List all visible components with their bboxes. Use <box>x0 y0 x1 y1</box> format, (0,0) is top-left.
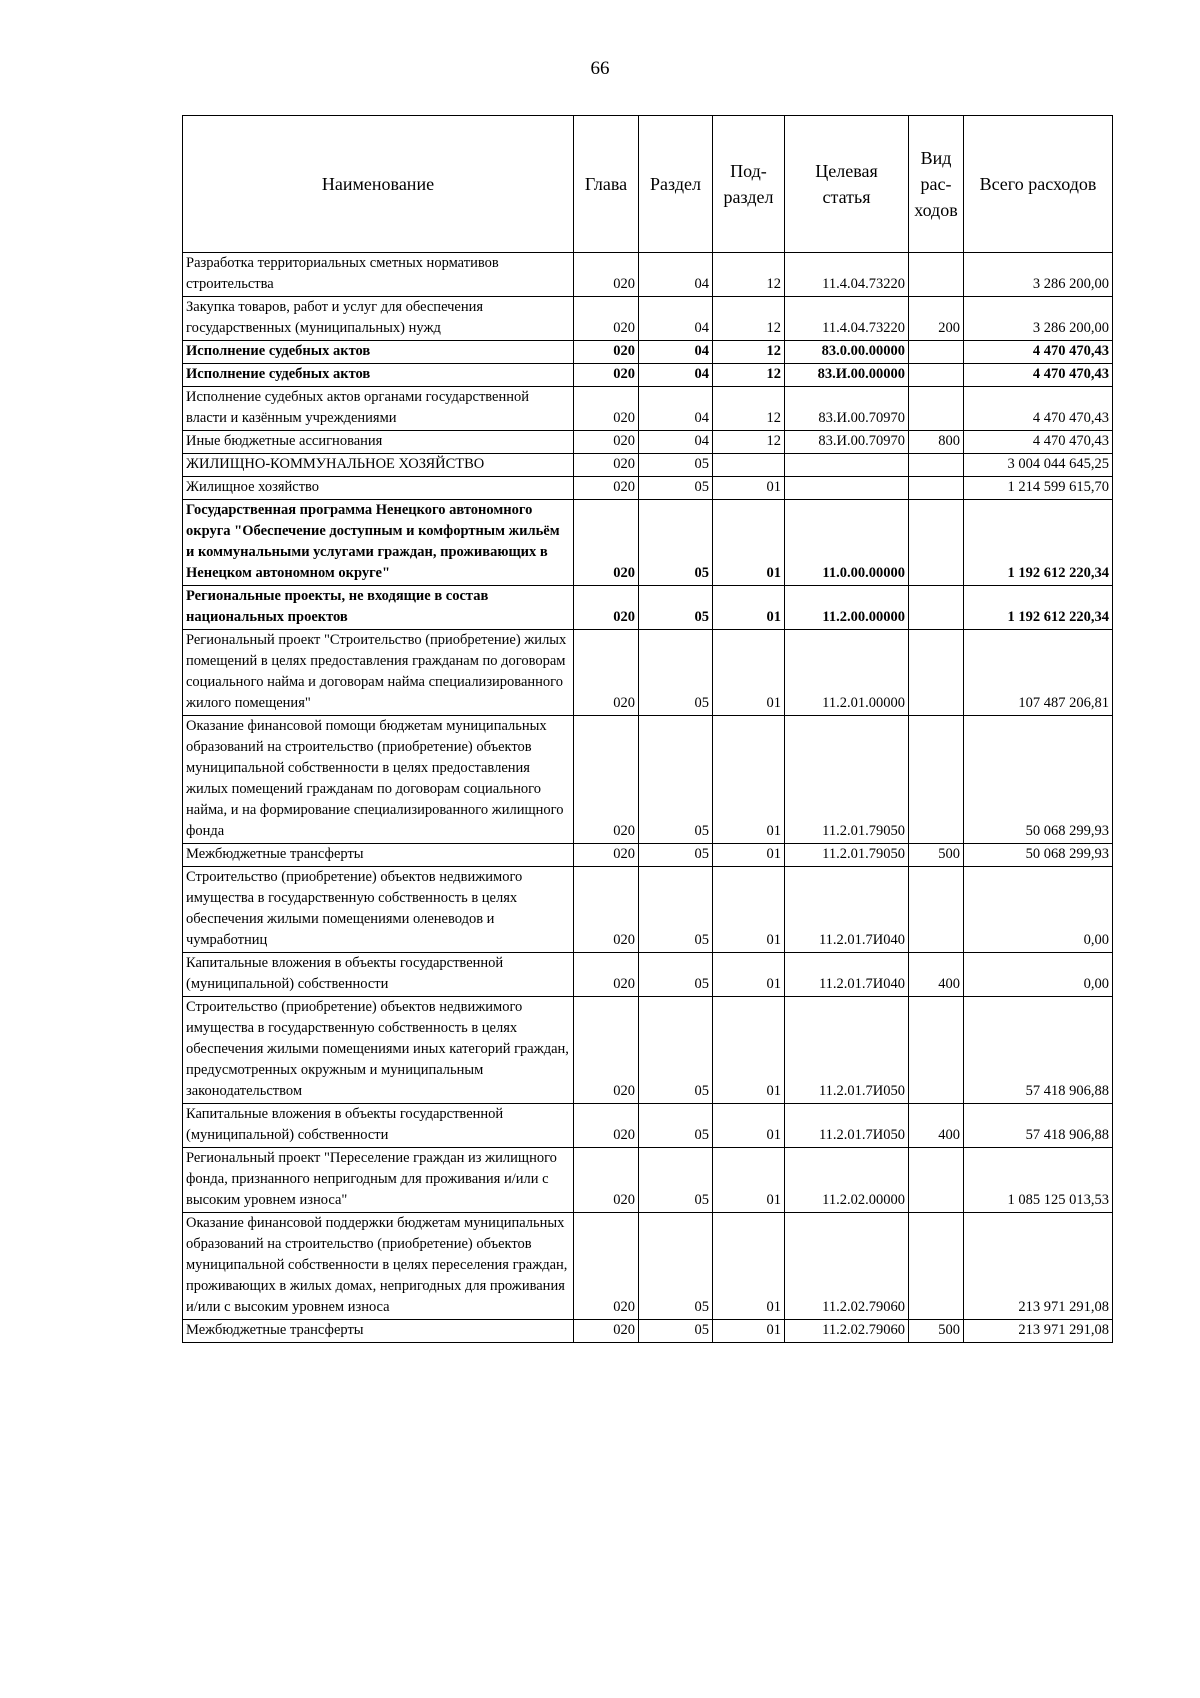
cell-vid <box>909 1148 964 1213</box>
cell-razdel: 05 <box>639 1104 713 1148</box>
cell-podrazdel: 01 <box>713 500 785 586</box>
cell-vid <box>909 454 964 477</box>
cell-podrazdel: 01 <box>713 867 785 953</box>
cell-celevaya: 11.2.01.79050 <box>785 844 909 867</box>
cell-total: 0,00 <box>964 953 1113 997</box>
cell-name: Исполнение судебных актов <box>183 364 574 387</box>
cell-glava: 020 <box>574 716 639 844</box>
cell-celevaya <box>785 454 909 477</box>
cell-podrazdel: 01 <box>713 844 785 867</box>
cell-vid: 500 <box>909 844 964 867</box>
table-row <box>183 630 1113 716</box>
cell-razdel: 04 <box>639 253 713 297</box>
cell-podrazdel: 01 <box>713 630 785 716</box>
table-row <box>183 364 1113 387</box>
cell-glava: 020 <box>574 867 639 953</box>
cell-total: 0,00 <box>964 867 1113 953</box>
cell-glava: 020 <box>574 297 639 341</box>
cell-glava: 020 <box>574 1148 639 1213</box>
table-body <box>183 253 1113 1343</box>
cell-vid <box>909 500 964 586</box>
cell-name: Жилищное хозяйство <box>183 477 574 500</box>
col-header-vid: Вид рас- ходов <box>909 116 964 253</box>
cell-name: Межбюджетные трансферты <box>183 1320 574 1343</box>
cell-podrazdel: 01 <box>713 1148 785 1213</box>
cell-glava: 020 <box>574 844 639 867</box>
table-row <box>183 500 1113 586</box>
cell-glava: 020 <box>574 477 639 500</box>
cell-podrazdel: 01 <box>713 477 785 500</box>
cell-vid <box>909 716 964 844</box>
cell-total: 50 068 299,93 <box>964 844 1113 867</box>
cell-celevaya: 11.2.02.79060 <box>785 1213 909 1320</box>
cell-total: 213 971 291,08 <box>964 1213 1113 1320</box>
cell-podrazdel: 01 <box>713 1320 785 1343</box>
cell-total: 3 286 200,00 <box>964 297 1113 341</box>
cell-razdel: 05 <box>639 586 713 630</box>
table-row <box>183 253 1113 297</box>
cell-total: 4 470 470,43 <box>964 431 1113 454</box>
cell-total: 50 068 299,93 <box>964 716 1113 844</box>
cell-razdel: 04 <box>639 297 713 341</box>
cell-name: ЖИЛИЩНО-КОММУНАЛЬНОЕ ХОЗЯЙСТВО <box>183 454 574 477</box>
cell-celevaya: 83.И.00.00000 <box>785 364 909 387</box>
cell-celevaya: 11.2.01.7И040 <box>785 867 909 953</box>
table-row <box>183 341 1113 364</box>
table-row <box>183 586 1113 630</box>
cell-razdel: 05 <box>639 997 713 1104</box>
cell-razdel: 05 <box>639 844 713 867</box>
cell-razdel: 04 <box>639 364 713 387</box>
cell-celevaya: 11.2.01.79050 <box>785 716 909 844</box>
cell-razdel: 05 <box>639 454 713 477</box>
cell-razdel: 04 <box>639 387 713 431</box>
page-number: 66 <box>590 58 610 79</box>
table-row <box>183 1320 1113 1343</box>
table-row <box>183 454 1113 477</box>
cell-glava: 020 <box>574 586 639 630</box>
cell-podrazdel: 12 <box>713 387 785 431</box>
cell-razdel: 04 <box>639 341 713 364</box>
cell-vid <box>909 867 964 953</box>
table-row <box>183 844 1113 867</box>
cell-podrazdel: 12 <box>713 297 785 341</box>
cell-vid: 500 <box>909 1320 964 1343</box>
cell-razdel: 05 <box>639 630 713 716</box>
cell-podrazdel: 01 <box>713 1104 785 1148</box>
cell-razdel: 04 <box>639 431 713 454</box>
cell-podrazdel: 12 <box>713 431 785 454</box>
cell-total: 1 192 612 220,34 <box>964 586 1113 630</box>
table-row <box>183 387 1113 431</box>
col-header-podrazdel: Под- раздел <box>713 116 785 253</box>
cell-name: Исполнение судебных актов органами государственной власти и казённым учреждениями <box>183 387 574 431</box>
header-row <box>183 116 1113 253</box>
cell-vid <box>909 630 964 716</box>
cell-name: Капитальные вложения в объекты государственной (муниципальной) собственности <box>183 1104 574 1148</box>
cell-razdel: 05 <box>639 477 713 500</box>
cell-celevaya: 11.2.01.00000 <box>785 630 909 716</box>
cell-name: Разработка территориальных сметных нормативов строительства <box>183 253 574 297</box>
cell-glava: 020 <box>574 953 639 997</box>
cell-podrazdel: 12 <box>713 364 785 387</box>
cell-vid <box>909 477 964 500</box>
col-header-celevaya: Целевая статья <box>785 116 909 253</box>
table-row <box>183 1104 1113 1148</box>
cell-glava: 020 <box>574 253 639 297</box>
page-bottom <box>0 1560 1200 1561</box>
cell-celevaya: 83.0.00.00000 <box>785 341 909 364</box>
table-row <box>183 431 1113 454</box>
cell-celevaya: 11.2.00.00000 <box>785 586 909 630</box>
cell-name: Строительство (приобретение) объектов недвижимого имущества в государственную собственность в целях обеспечения жилыми помещениями иных категорий граждан, предусмотренных окружным и муниципальным законодательством <box>183 997 574 1104</box>
cell-celevaya: 11.0.00.00000 <box>785 500 909 586</box>
cell-razdel: 05 <box>639 1320 713 1343</box>
cell-podrazdel: 01 <box>713 1213 785 1320</box>
cell-name: Государственная программа Ненецкого автономного округа "Обеспечение доступным и комфортным жильём и коммунальными услугами граждан, проживающих в Ненецком автономном округе" <box>183 500 574 586</box>
cell-podrazdel: 01 <box>713 953 785 997</box>
cell-vid <box>909 364 964 387</box>
cell-razdel: 05 <box>639 1148 713 1213</box>
cell-celevaya: 83.И.00.70970 <box>785 387 909 431</box>
cell-celevaya: 11.2.01.7И050 <box>785 1104 909 1148</box>
cell-total: 57 418 906,88 <box>964 997 1113 1104</box>
cell-vid <box>909 341 964 364</box>
cell-total: 213 971 291,08 <box>964 1320 1113 1343</box>
cell-celevaya: 11.4.04.73220 <box>785 297 909 341</box>
cell-total: 3 004 044 645,25 <box>964 454 1113 477</box>
cell-podrazdel: 12 <box>713 341 785 364</box>
cell-name: Строительство (приобретение) объектов недвижимого имущества в государственную собственность в целях обеспечения жилыми помещениями оленеводов и чумработниц <box>183 867 574 953</box>
cell-name: Закупка товаров, работ и услуг для обеспечения государственных (муниципальных) нужд <box>183 297 574 341</box>
cell-podrazdel: 01 <box>713 586 785 630</box>
cell-glava: 020 <box>574 454 639 477</box>
cell-podrazdel: 01 <box>713 997 785 1104</box>
cell-vid <box>909 253 964 297</box>
table-row <box>183 867 1113 953</box>
cell-glava: 020 <box>574 1320 639 1343</box>
table-row <box>183 997 1113 1104</box>
table-row <box>183 1148 1113 1213</box>
cell-glava: 020 <box>574 500 639 586</box>
cell-total: 4 470 470,43 <box>964 364 1113 387</box>
cell-name: Оказание финансовой помощи бюджетам муниципальных образований на строительство (приобретение) объектов муниципальной собственности в целях предоставления жилых помещений гражданам по договорам социального найма, и на формирование специализированного жилищного фонда <box>183 716 574 844</box>
col-header-razdel: Раздел <box>639 116 713 253</box>
table-row <box>183 477 1113 500</box>
cell-total: 1 085 125 013,53 <box>964 1148 1113 1213</box>
col-header-name: Наименование <box>183 116 574 253</box>
cell-glava: 020 <box>574 387 639 431</box>
cell-vid: 400 <box>909 953 964 997</box>
table-row <box>183 716 1113 844</box>
cell-celevaya: 83.И.00.70970 <box>785 431 909 454</box>
cell-vid <box>909 1213 964 1320</box>
cell-celevaya: 11.4.04.73220 <box>785 253 909 297</box>
cell-razdel: 05 <box>639 867 713 953</box>
cell-total: 57 418 906,88 <box>964 1104 1113 1148</box>
cell-total: 1 192 612 220,34 <box>964 500 1113 586</box>
cell-celevaya: 11.2.02.79060 <box>785 1320 909 1343</box>
cell-vid: 200 <box>909 297 964 341</box>
cell-total: 107 487 206,81 <box>964 630 1113 716</box>
cell-name: Региональные проекты, не входящие в состав национальных проектов <box>183 586 574 630</box>
cell-total: 4 470 470,43 <box>964 341 1113 364</box>
cell-podrazdel: 12 <box>713 253 785 297</box>
cell-podrazdel <box>713 454 785 477</box>
table-row <box>183 297 1113 341</box>
cell-glava: 020 <box>574 1213 639 1320</box>
cell-celevaya: 11.2.01.7И040 <box>785 953 909 997</box>
cell-name: Региональный проект "Строительство (приобретение) жилых помещений в целях предоставления гражданам по договорам социального найма и договорам найма специализированного жилого помещения" <box>183 630 574 716</box>
table-row <box>183 1213 1113 1320</box>
cell-name: Оказание финансовой поддержки бюджетам муниципальных образований на строительство (приобретение) объектов муниципальной собственности в целях переселения граждан, проживающих в жилых домах, непригодных для проживания и/или с высоким уровнем износа <box>183 1213 574 1320</box>
cell-glava: 020 <box>574 364 639 387</box>
cell-celevaya: 11.2.01.7И050 <box>785 997 909 1104</box>
cell-glava: 020 <box>574 431 639 454</box>
cell-vid <box>909 997 964 1104</box>
cell-name: Капитальные вложения в объекты государственной (муниципальной) собственности <box>183 953 574 997</box>
cell-total: 4 470 470,43 <box>964 387 1113 431</box>
cell-glava: 020 <box>574 341 639 364</box>
cell-glava: 020 <box>574 997 639 1104</box>
cell-razdel: 05 <box>639 716 713 844</box>
cell-name: Региональный проект "Переселение граждан из жилищного фонда, признанного непригодным для проживания и/или с высоким уровнем износа" <box>183 1148 574 1213</box>
cell-total: 3 286 200,00 <box>964 253 1113 297</box>
table-row <box>183 953 1113 997</box>
col-header-glava: Глава <box>574 116 639 253</box>
cell-razdel: 05 <box>639 953 713 997</box>
cell-podrazdel: 01 <box>713 716 785 844</box>
cell-total: 1 214 599 615,70 <box>964 477 1113 500</box>
cell-name: Иные бюджетные ассигнования <box>183 431 574 454</box>
cell-celevaya <box>785 477 909 500</box>
cell-glava: 020 <box>574 630 639 716</box>
cell-vid <box>909 586 964 630</box>
col-header-total: Всего расходов <box>964 116 1113 253</box>
cell-glava: 020 <box>574 1104 639 1148</box>
cell-razdel: 05 <box>639 500 713 586</box>
cell-vid <box>909 387 964 431</box>
cell-celevaya: 11.2.02.00000 <box>785 1148 909 1213</box>
cell-name: Исполнение судебных актов <box>183 341 574 364</box>
budget-table <box>182 115 1113 1343</box>
cell-vid: 800 <box>909 431 964 454</box>
cell-vid: 400 <box>909 1104 964 1148</box>
cell-name: Межбюджетные трансферты <box>183 844 574 867</box>
cell-razdel: 05 <box>639 1213 713 1320</box>
